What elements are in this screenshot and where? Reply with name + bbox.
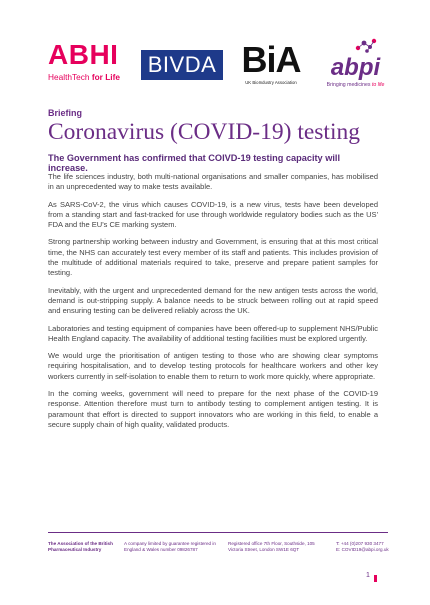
footer-organisation: The Association of the British Pharmaceutical Industry bbox=[48, 541, 113, 552]
abhi-tagline bbox=[48, 72, 130, 82]
page-number-marker bbox=[374, 575, 377, 582]
abhi-tagline-regular: HealthTech bbox=[48, 72, 92, 82]
bivda-logo-wordmark: BIVDA bbox=[147, 52, 217, 77]
footer-registered-office: Registered office 7th Floor, Southside, 105 Victoria Street, London SW1E 6QT bbox=[228, 541, 315, 552]
abhi-tagline-bold: for Life bbox=[91, 72, 120, 82]
footer-phone: T: +44 (0)207 930 3477 bbox=[336, 541, 384, 546]
body-paragraph: We would urge the prioritisation of antigen testing to those who are showing clear symptoms requiring hospitalisation, and to develop testing protocols for healthcare workers and other key workers currently in self-isolation to enable them to return to work more quickly, where appropriate. bbox=[48, 351, 378, 381]
abpi-tagline-regular: Bringing medicines bbox=[326, 82, 372, 88]
lead-statement: The Government has confirmed that COIVD-19 testing capacity will increase. bbox=[48, 153, 341, 173]
footer-divider bbox=[48, 532, 388, 533]
abhi-logo bbox=[48, 40, 130, 82]
body-paragraph: Strong partnership working between industry and Government, is ensuring that at this most critical time, the NHS can accurately test every member of its staff and patients. This includes provision of the multitude of additional materials required to take, preserve and prepare patient samples for testing. bbox=[48, 237, 378, 278]
bivda-logo bbox=[141, 50, 223, 80]
briefing-kicker: Briefing bbox=[48, 108, 83, 118]
footer-email[interactable]: E: COVID19@abpi.org.uk bbox=[336, 547, 389, 552]
bia-logo-subtitle: UK BioIndustry Association bbox=[245, 80, 297, 85]
body-text bbox=[48, 172, 378, 437]
footer-contact bbox=[336, 541, 396, 553]
body-paragraph: In the coming weeks, government will need to prepare for the next phase of the COVID-19 response. Attention therefore must turn to antibody testing to complement antigen testing. It is paramount that effort is directed to support innovators who are working in this field, to enable a secure supply chain of high quality, validated products. bbox=[48, 389, 378, 429]
body-paragraph: The life sciences industry, both multi-national organisations and smaller companies, has mobilised in an unprecedented way to make tests available. bbox=[48, 172, 378, 192]
abpi-logo-wordmark: abpi bbox=[330, 54, 381, 81]
abpi-molecule-icon bbox=[354, 38, 378, 54]
abpi-tagline-italic: to life bbox=[371, 82, 385, 88]
page-title: Coronavirus (COVID-19) testing bbox=[48, 119, 360, 145]
page-number: 1 bbox=[366, 572, 370, 579]
partner-logos bbox=[48, 40, 393, 92]
body-paragraph: Inevitably, with the urgent and unprecedented demand for the new antigen tests across the world, demand is out-stripping supply. A balance needs to be struck between rolling out at rapid speed and ensuring testing can be delivered reliably across the UK. bbox=[48, 285, 378, 316]
body-paragraph: Laboratories and testing equipment of companies have been offered-up to supplement NHS/Public Health England capacity. The availability of additional testing facilities must be explored urgently. bbox=[48, 323, 378, 343]
bia-logo-wordmark: BiA bbox=[241, 39, 301, 80]
page-footer bbox=[48, 541, 388, 563]
body-paragraph: As SARS-CoV-2, the virus which causes COVID-19, is a new virus, tests have been developed from a standing start and fast-tracked for use through worldwide regulatory bodies such as the US' FDA and the EU's CE marking system. bbox=[48, 199, 378, 230]
footer-company-info: A company limited by guarantee registered in England & Wales number 09826787 bbox=[124, 541, 216, 552]
bia-logo bbox=[236, 40, 306, 92]
abpi-logo bbox=[318, 40, 393, 92]
abhi-logo-wordmark: ABHI bbox=[48, 39, 119, 70]
abpi-tagline bbox=[318, 82, 393, 88]
